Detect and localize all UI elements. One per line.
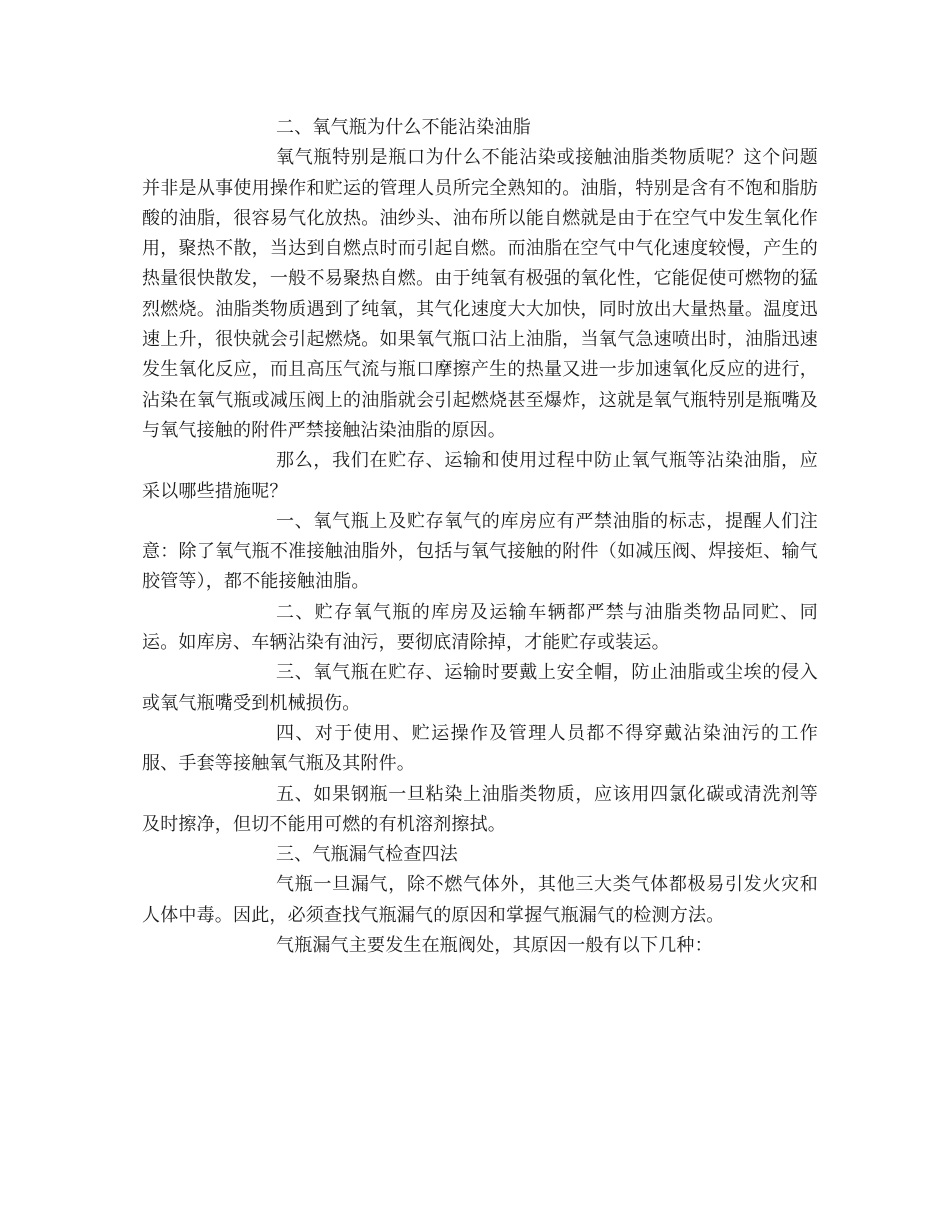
- paragraph-measure-2: 二、贮存氧气瓶的库房及运输车辆都严禁与油脂类物品同贮、同运。如库房、车辆沾染有油污，要彻底清除掉，才能贮存或装运。: [142, 601, 818, 654]
- paragraph-measure-4: 四、对于使用、贮运操作及管理人员都不得穿戴沾染油污的工作服、手套等接触氧气瓶及其附件。: [142, 722, 818, 775]
- paragraph-leak-causes: 气瓶漏气主要发生在瓶阀处，其原因一般有以下几种：: [276, 935, 713, 957]
- section-heading-oxygen-grease: 二、氧气瓶为什么不能沾染油脂: [276, 117, 531, 138]
- paragraph-measures-question: 那么，我们在贮存、运输和使用过程中防止氧气瓶等沾染油脂，应采以哪些措施呢？: [142, 450, 818, 502]
- paragraph-measure-3: 三、氧气瓶在贮存、运输时要戴上安全帽，防止油脂或尘埃的侵入或氧气瓶嘴受到机械损伤。: [142, 662, 818, 714]
- document-body: [142, 113, 818, 961]
- section-heading-leak-check: 三、气瓶漏气检查四法: [276, 844, 458, 866]
- paragraph-leak-danger: 气瓶一旦漏气，除不燃气体外，其他三大类气体都极易引发火灾和人体中毒。因此，必须查找气瓶漏气的原因和掌握气瓶漏气的检测方法。: [142, 874, 818, 926]
- paragraph-measure-5: 五、如果钢瓶一旦粘染上油脂类物质，应该用四氯化碳或清洗剂等及时擦净，但切不能用可燃的有机溶剂擦拭。: [142, 783, 818, 835]
- paragraph-oxygen-grease-reason: 氧气瓶特别是瓶口为什么不能沾染或接触油脂类物质呢？这个问题并非是从事使用操作和贮运的管理人员所完全熟知的。油脂，特别是含有不饱和脂肪酸的油脂，很容易气化放热。油纱头、油布所以能自燃就是由于在空气中发生氧化作用，聚热不散，当达到自燃点时而引起自燃。而油脂在空气中气化速度较慢，产生的热量很快散发，一般不易聚热自燃。由于纯氧有极强的氧化性，它能促使可燃物的猛烈燃烧。油脂类物质遇到了纯氧，其气化速度大大加快，同时放出大量热量。温度迅速上升，很快就会引起燃烧。如果氧气瓶口沾上油脂，当氧气急速喷出时，油脂迅速发生氧化反应，而且高压气流与瓶口摩擦产生的热量又进一步加速氧化反应的进行，沾染在氧气瓶或减压阀上的油脂就会引起燃烧甚至爆炸，这就是氧气瓶特别是瓶嘴及与氧气接触的附件严禁接触沾染油脂的原因。: [142, 147, 818, 441]
- paragraph-measure-1: 一、氧气瓶上及贮存氧气的库房应有严禁油脂的标志，提醒人们注意：除了氧气瓶不准接触油脂外，包括与氧气接触的附件（如减压阀、焊接炬、输气胶管等），都不能接触油脂。: [142, 510, 818, 593]
